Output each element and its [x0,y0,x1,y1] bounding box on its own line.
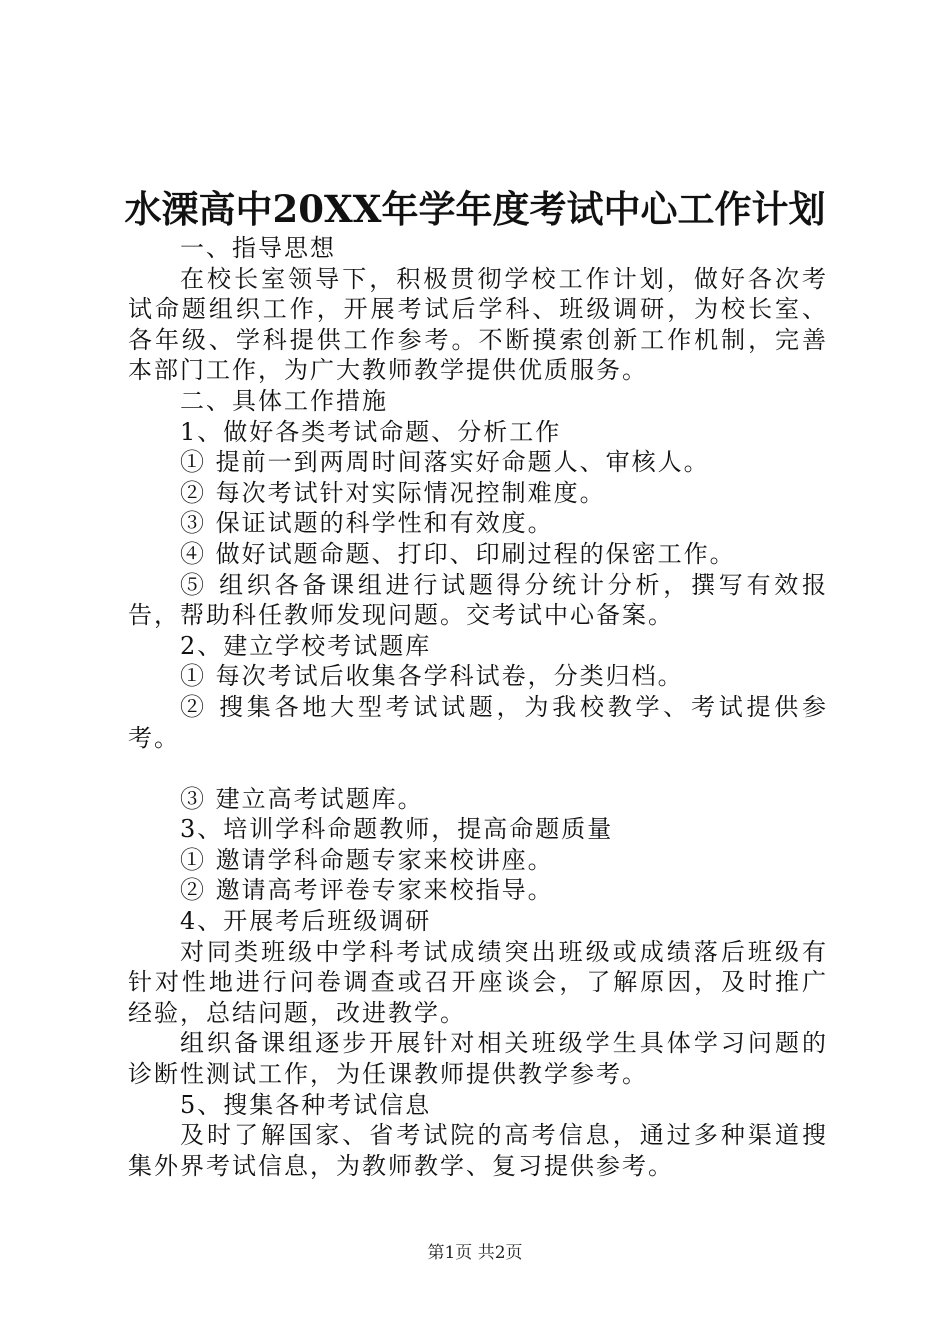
page-footer: 第1页 共2页 [427,1243,523,1263]
list-item: ② 搜集各地大型考试试题，为我校教学、考试提供参考。 [128,692,828,752]
document-title: 水溧高中20XX年学年度考试中心工作计划 [124,187,826,231]
paragraph-guiding-thought: 在校长室领导下，积极贯彻学校工作计划，做好各次考试命题组织工作，开展考试后学科、班级调研，为校长室、各年级、学科提供工作参考。不断摸索创新工作机制，完善本部门工作，为广大教师教学提供优质服务。 [128,264,828,385]
list-item: ⑤ 组织各备课组进行试题得分统计分析，撰写有效报告，帮助科任教师发现问题。交考试中心备案。 [128,570,828,630]
list-item: ④ 做好试题命题、打印、印刷过程的保密工作。 [180,539,736,568]
list-item: ① 邀请学科命题专家来校讲座。 [180,845,554,874]
section-heading-1: 一、指导思想 [180,234,336,262]
subsection-heading-4: 4、开展考后班级调研 [180,907,432,936]
subsection-heading-2: 2、建立学校考试题库 [180,631,432,660]
subsection-heading-3: 3、培训学科命题教师，提高命题质量 [180,815,614,844]
subsection-heading-5: 5、搜集各种考试信息 [180,1090,432,1119]
list-item: ③ 建立高考试题库。 [180,784,424,813]
list-item: ① 提前一到两周时间落实好命题人、审核人。 [180,448,710,477]
paragraph: 组织备课组逐步开展针对相关班级学生具体学习问题的诊断性测试工作，为任课教师提供教学参考。 [128,1029,828,1089]
list-item: ① 每次考试后收集各学科试卷，分类归档。 [180,662,684,691]
document-body [128,233,828,1181]
section-heading-2: 二、具体工作措施 [180,386,388,415]
paragraph: 及时了解国家、省考试院的高考信息，通过多种渠道搜集外界考试信息，为教师教学、复习提供参考。 [128,1121,828,1180]
list-item: ② 邀请高考评卷专家来校指导。 [180,876,554,905]
list-item: ② 每次考试针对实际情况控制难度。 [180,478,606,507]
list-item: ③ 保证试题的科学性和有效度。 [180,509,554,538]
subsection-heading-1: 1、做好各类考试命题、分析工作 [180,417,562,446]
paragraph: 对同类班级中学科考试成绩突出班级或成绩落后班级有针对性地进行问卷调查或召开座谈会，了解原因，及时推广经验，总结问题，改进教学。 [128,937,828,1027]
